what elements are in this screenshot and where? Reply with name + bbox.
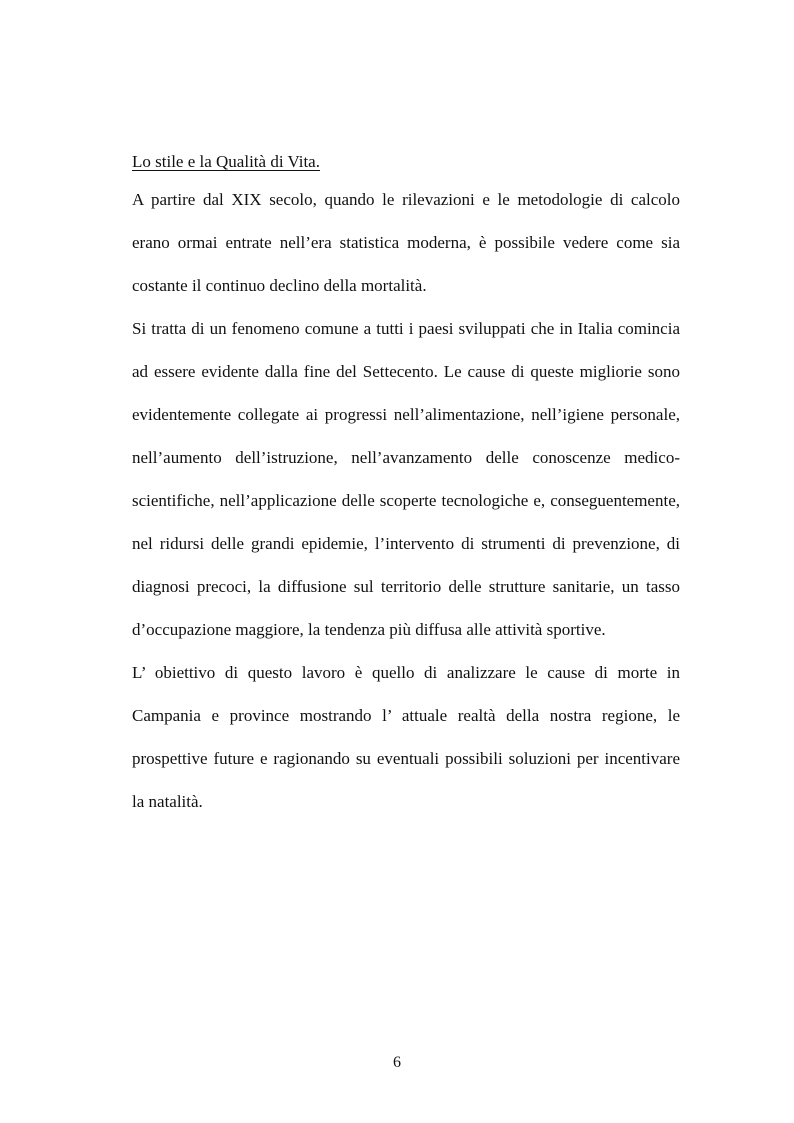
page-content <box>132 148 680 823</box>
paragraph-2: Si tratta di un fenomeno comune a tutti i paesi sviluppati che in Italia comincia ad essere evidente dalla fine del Settecento. Le cause di queste migliorie sono evidentemente collegate ai progressi nell’alimentazione, nell’igiene personale, nell’aumento dell’istruzione, nell’avanzamento delle conoscenze medico-scientifiche, nell’applicazione delle scoperte tecnologiche e, conseguentemente, nel ridursi delle grandi epidemie, l’intervento di strumenti di prevenzione, di diagnosi precoci, la diffusione sul territorio delle strutture sanitarie, un tasso d’occupazione maggiore, la tendenza più diffusa alle attività sportive. <box>132 319 680 639</box>
paragraph-1: A partire dal XIX secolo, quando le rilevazioni e le metodologie di calcolo erano ormai entrate nell’era statistica moderna, è possibile vedere come sia costante il continuo declino della mortalità. <box>132 190 680 295</box>
page-number: 6 <box>393 1054 401 1071</box>
section-heading: Lo stile e la Qualità di Vita. <box>132 152 320 171</box>
paragraph-3: L’ obiettivo di questo lavoro è quello di analizzare le cause di morte in Campania e province mostrando l’ attuale realtà della nostra regione, le prospettive future e ragionando su eventuali possibili soluzioni per incentivare la natalità. <box>132 663 680 811</box>
